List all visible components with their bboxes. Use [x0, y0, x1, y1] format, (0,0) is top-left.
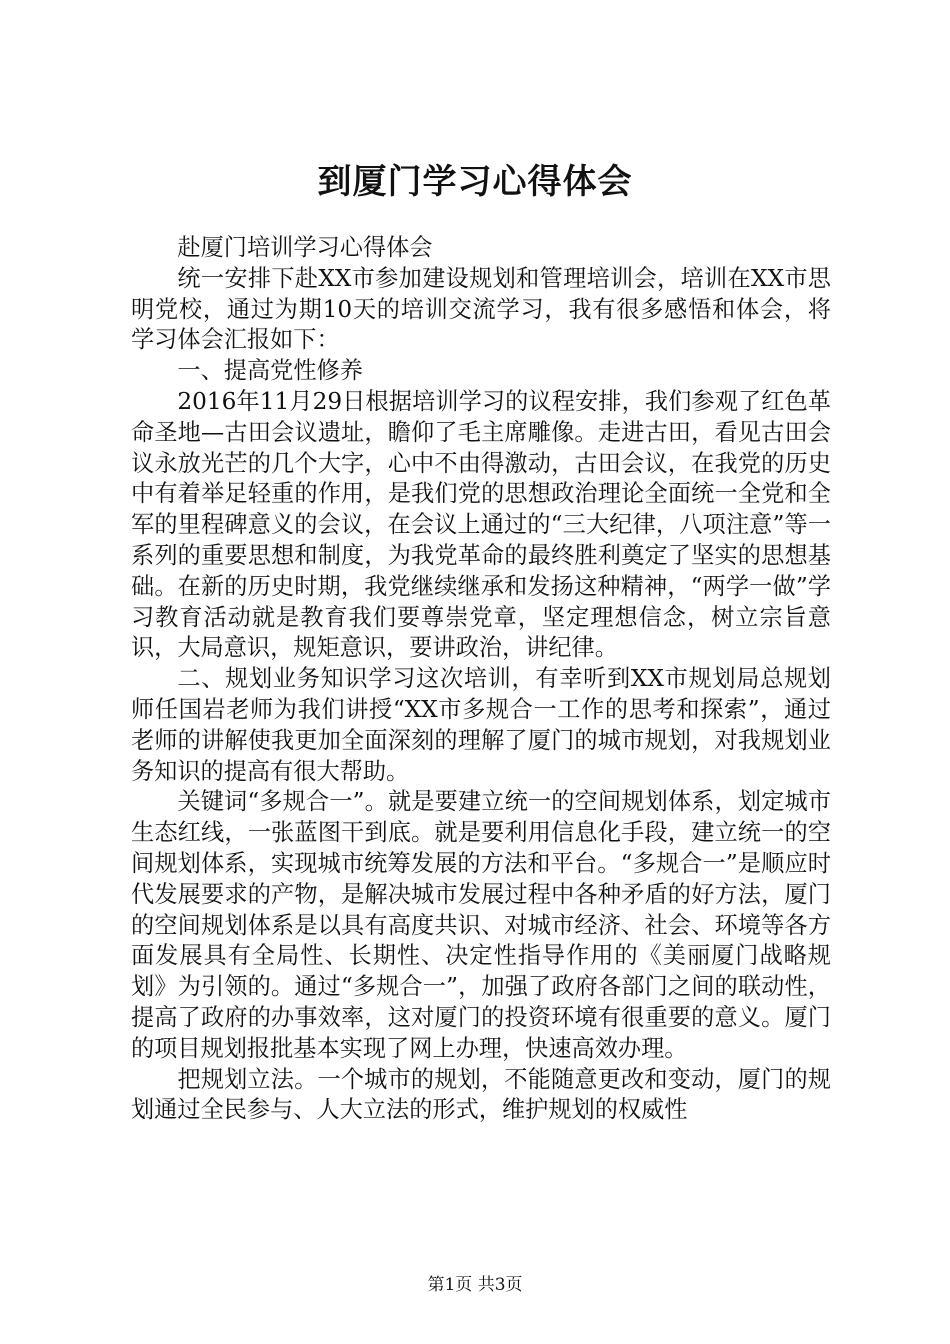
document-title: 到厦门学习心得体会: [317, 162, 633, 202]
section-heading-1: 一、提高党性修养: [177, 357, 363, 385]
paragraph-subtitle: 赴厦门培训学习心得体会: [177, 234, 433, 261]
paragraph-legislation: 把规划立法。一个城市的规划，不能随意更改和变动，厦门的规划通过全民参与、人大立法的形式，维护规划的权威性: [131, 1065, 831, 1124]
document-body: [131, 233, 831, 1126]
paragraph-gutian: 2016年11月29日根据培训学习的议程安排，我们参观了红色革命圣地—古田会议遗址，瞻仰了毛主席雕像。走进古田，看见古田会议永放光芒的几个大字，心中不由得激动，古田会议，在我党的历史中有着举足轻重的作用，是我们党的思想政治理论全面统一全党和全军的里程碑意义的会议，在会议上通过的“三大纪律，八项注意”等一系列的重要思想和制度，为我党革命的最终胜利奠定了坚实的思想基础。在新的历史时期，我党继续继承和发扬这种精神，“两学一做”学习教育活动就是教育我们要尊崇党章，坚定理想信念，树立宗旨意识，大局意识，规矩意识，要讲政治，讲纪律。: [131, 387, 831, 662]
paragraph-planning-study: 二、规划业务知识学习这次培训，有幸听到XX市规划局总规划师任国岩老师为我们讲授“XX市多规合一工作的思考和探索”，通过老师的讲解使我更加全面深刻的理解了厦门的城市规划，对我规划业务知识的提高有很大帮助。: [131, 665, 831, 785]
paragraph-multi-plan: 关键词“多规合一”。就是要建立统一的空间规划体系，划定城市生态红线，一张蓝图干到底。就是要利用信息化手段，建立统一的空间规划体系，实现城市统筹发展的方法和平台。“多规合一”是顺应时代发展要求的产物，是解决城市发展过程中各种矛盾的好方法，厦门的空间规划体系是以具有高度共识、对城市经济、社会、环境等各方面发展具有全局性、长期性、决定性指导作用的《美丽厦门战略规划》为引领的。通过“多规合一”，加强了政府各部门之间的联动性，提高了政府的办事效率，这对厦门的投资环境有很重要的意义。厦门的项目规划报批基本实现了网上办理，快速高效办理。: [131, 788, 831, 1062]
page-footer: 第1页 共3页: [427, 1275, 523, 1295]
paragraph-intro: 统一安排下赴XX市参加建设规划和管理培训会，培训在XX市思明党校，通过为期10天的培训交流学习，我有很多感悟和体会，将学习体会汇报如下：: [131, 264, 831, 354]
